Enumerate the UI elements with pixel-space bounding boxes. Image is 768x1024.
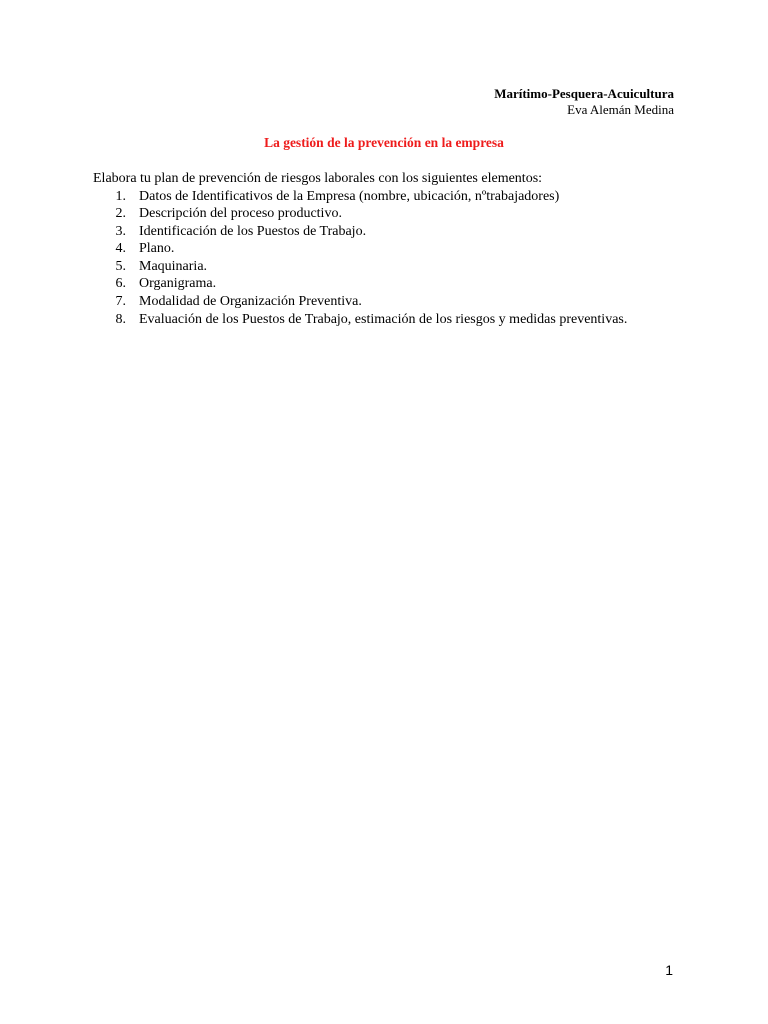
- list-item-number: 8.: [115, 311, 126, 327]
- list-item: [93, 311, 627, 329]
- task-list: [93, 188, 627, 329]
- intro-paragraph: Elabora tu plan de prevención de riesgos laborales con los siguientes elementos:: [93, 171, 543, 186]
- list-item-text: Identificación de los Puestos de Trabajo.: [139, 223, 367, 239]
- list-item: [93, 223, 627, 241]
- list-item-text: Modalidad de Organización Preventiva.: [139, 294, 362, 310]
- list-item: [93, 293, 627, 311]
- author-name: Eva Alemán Medina: [567, 102, 674, 117]
- list-item-text: Maquinaria.: [139, 258, 208, 274]
- list-item: [93, 240, 627, 258]
- document-header: [494, 86, 674, 118]
- list-item: [93, 258, 627, 276]
- list-item-text: Descripción del proceso productivo.: [139, 206, 342, 222]
- list-item-text: Organigrama.: [139, 276, 217, 292]
- list-item-text: Datos de Identificativos de la Empresa (nombre, ubicación, nºtrabajadores): [139, 188, 560, 204]
- list-item-number: 4.: [115, 241, 126, 257]
- page-number: 1: [665, 962, 673, 978]
- list-item-text: Evaluación de los Puestos de Trabajo, estimación de los riesgos y medidas preventivas.: [139, 311, 628, 327]
- list-item-number: 6.: [115, 276, 126, 292]
- list-item-text: Plano.: [139, 241, 175, 257]
- list-item: [93, 275, 627, 293]
- list-item: [93, 205, 627, 223]
- list-item-number: 5.: [115, 258, 126, 274]
- list-item-number: 3.: [115, 223, 126, 239]
- list-item: [93, 188, 627, 206]
- department-name: Marítimo-Pesquera-Acuicultura: [494, 86, 674, 101]
- list-item-number: 2.: [115, 206, 126, 222]
- document-title: La gestión de la prevención en la empresa: [264, 135, 504, 150]
- list-item-number: 1.: [115, 188, 126, 204]
- list-item-number: 7.: [115, 294, 126, 310]
